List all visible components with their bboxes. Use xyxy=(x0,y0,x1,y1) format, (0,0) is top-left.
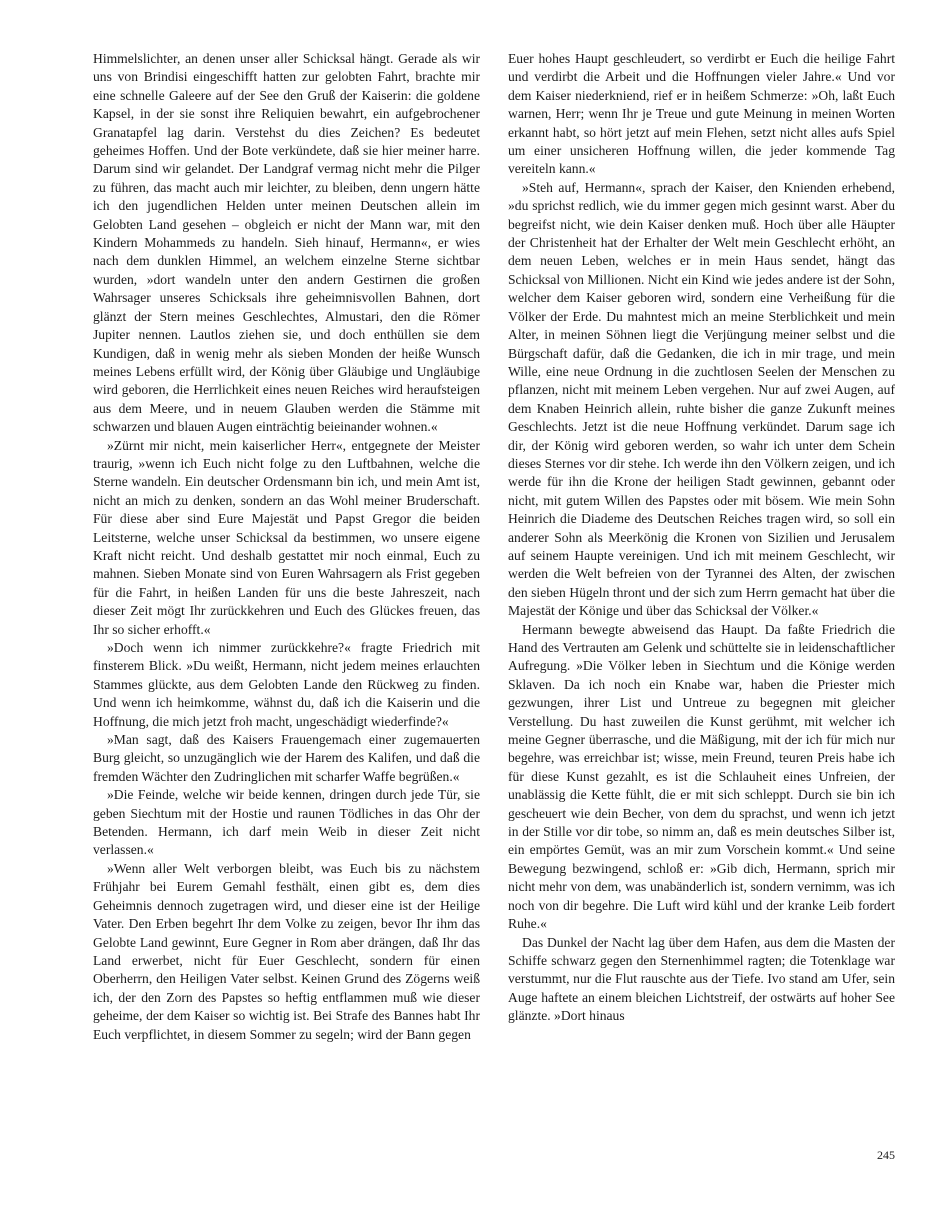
paragraph: Hermann bewegte abweisend das Haupt. Da faßte Friedrich die Hand des Vertrauten am Gelenk und schüttelte sie in leidenschaftlicher Aufregung. »Die Völker leben in Siechtum und die Könige werden Sklaven. Da ich noch ein Knabe war, haben die Priester mich gezwungen, ihrer List und Untreue zu begegnen mit gleicher Verstellung. Du hast zuweilen die Kunst gerühmt, mit welcher ich meine Gegner überrasche, und die Mäßigung, mit der ich für mich nur begehre, was erreichbar ist; wisse, mein Freund, teuren Preis habe ich für diese Kunst gezahlt, es ist die Schlauheit eines Unfreien, der unablässig die Kette fühlt, die er mit sich schleppt. Durch sie bin ich gescheuert wie dein Becher, von dem du sprachst, und wenn ich jetzt in der Stille vor dir tobe, so nimm an, daß es mein deutsches Silber ist, ein empörtes Gemüt, was an mir zum Vorschein kommt.« Und seine Bewegung bezwingend, schloß er: »Gib dich, Hermann, sprich mir nicht mehr von dem, was unabänderlich ist, sondern vernimm, was ich noch von dir begehre. Die Luft wird kühl und der kranke Leib fordert Ruhe.« xyxy=(508,621,895,932)
paragraph: »Die Feinde, welche wir beide kennen, dringen durch jede Tür, sie geben Siechtum mit der Hostie und raunen Tödliches in das Ohr der Betenden. Hermann, ich darf mein Weib in dieser Zeit nicht verlassen.« xyxy=(93,787,480,858)
paragraph: Das Dunkel der Nacht lag über dem Hafen, aus dem die Masten der Schiffe schwarz gegen den Sternenhimmel ragten; die Totenklage war verstummt, nur die Flut rauschte aus der Tiefe. Ivo stand am Ufer, sein Auge haftete an einem bleichen Lichtstreif, der ostwärts auf hoher See glänzte. »Dort hinaus xyxy=(508,934,895,1024)
right-column xyxy=(508,50,895,1156)
paragraph: »Doch wenn ich nimmer zurückkehre?« fragte Friedrich mit finsterem Blick. »Du weißt, Hermann, nicht jedem meines erlauchten Stammes glückte, aus dem Gelobten Lande den Rückweg zu finden. Und wenn ich heimkomme, wähnst du, daß ich die Kaiserin und die Hoffnung, die mich jetzt froh macht, ungeschädigt wiederfinde?« xyxy=(93,640,480,729)
page-number: 245 xyxy=(877,1148,895,1162)
paragraph: »Steh auf, Hermann«, sprach der Kaiser, den Knienden erhebend, »du sprichst redlich, wie du immer gegen mich gesinnt warst. Aber du begreifst nicht, wie dein Kaiser denken muß. Hoch über alle Häupter der Christenheit hat der Erhalter der Welt mein Geschlecht erhöht, an dem neuen Leben, welches er in mein Haus sendet, hängt das Schicksal von Millionen. Nicht ein Kind wie jedes andere ist der Sohn, welcher dem Kaiser geboren wird, sondern eine Verheißung für die Völker der Erde. Du mahntest mich an meine Sterblichkeit und mein Alter, in meinen Söhnen liegt die Verjüngung meiner selbst und die Bürgschaft dafür, daß die Gedanken, die ich in mir trage, und mein Wille, eine neue Ordnung in die zuchtlosen Seelen der Menschen zu pflanzen, nicht mit meinem Leben vergehen. Nur auf zwei Augen, auf dem Knaben Heinrich allein, ruhte bisher die ganze Zukunft meines Geschlechts. Jetzt ist die neue Hoffnung verkündet. Darum sage ich dir, der König wird geboren werden, so wahr ich unter dem Schein dieses Sternes vor dir stehe. Ich werde ihn den Völkern zeigen, und ich werde für ihn die Krone der heiligen Stadt gewinnen, gebannt oder nicht, mit gutem Willen des Papstes oder mit bösem. Wie mein Sohn Heinrich die Diademe des Deutschen Reiches tragen wird, so soll ein anderer Sohn als Meerkönig die Kronen von Sizilien und Jerusalem auf seinem Haupte vereinigen. Und ich mit meinem Geschlecht, wir werden die Welt befreien von der Tyrannei des Alten, der zwischen den sieben Hügeln thront und der sich zum Herrn gemacht hat über die Majestät der Könige und über das Schicksal der Völker.« xyxy=(508,179,895,619)
left-column xyxy=(93,50,480,1156)
paragraph: »Man sagt, daß des Kaisers Frauengemach einer zugemauerten Burg gleicht, so unzugänglich wie der Harem des Kalifen, und daß die fremden Wächter den Zudringlichen mit scharfer Waffe begrüßen.« xyxy=(93,732,480,784)
paragraph: Euer hohes Haupt geschleudert, so verdirbt er Euch die heilige Fahrt und verdirbt die Arbeit und die Hoffnungen vieler Jahre.« Und vor dem Kaiser niederkniend, rief er in heißem Schmerze: »Oh, laßt Euch warnen, Herr; wenn Ihr je Treue und gute Meinung in meinen Worten erkannt habt, so hört jetzt auf mein Flehen, setzt nicht alles aufs Spiel um einer unsicheren Hoffnung willen, die jeder kommende Tag vereiteln kann.« xyxy=(508,51,895,177)
paragraph: »Wenn aller Welt verborgen bleibt, was Euch bis zu nächstem Frühjahr bei Eurem Gemahl festhält, einen gibt es, dem dies Geheimnis dennoch zugetragen wird, und dieser eine ist der Heilige Vater. Den Erben begehrt Ihr dem Volke zu zeigen, bevor Ihr ihm das Gelobte Land gewinnt, Eure Gegner in Rom aber drängen, daß Ihr das Land erwerbet, nicht für Euer Geschlecht, sondern für einen Oberherrn, den Heiligen Vater selbst. Keinen Grund des Zögerns weiß ich, der den Zorn des Papstes so heftig entflammen muß wie dieser geheime, der dem Kaiser so wichtig ist. Bei Strafe des Bannes habt Ihr Euch verpflichtet, in diesem Sommer zu segeln; wird der Bann gegen xyxy=(93,860,480,1042)
paragraph: Himmelslichter, an denen unser aller Schicksal hängt. Gerade als wir uns von Brindisi eingeschifft hatten zur gelobten Fahrt, brachte mir eine schnelle Galeere auf der See den Gruß der Kaiserin: die goldene Kapsel, in der sie sonst ihre Reliquien bewahrt, ein aufgebrochener Granatapfel lag darin. Verstehst du dies Zeichen? Es bedeutet geheimes Hoffen. Und der Bote verkündete, daß sie hier meiner harre. Darum sind wir gelandet. Der Landgraf vermag nicht mehr die Pilger zu führen, das macht auch mir leichter, zu bleiben, denn ungern hätte ich den jugendlichen Helden unter meinen Deutschen allein im Gelobten Land gesehen – obgleich er nicht der Mann war, mit den Kindern Mohammeds zu handeln. Sieh hinauf, Hermann«, er wies nach dem dunklen Himmel, an welchem einzelne Sterne sichtbar wurden, »dort wandeln unter den andern Gestirnen die großen Wahrsager unseres Schicksals ihre geheimnisvollen Bahnen, dort glänzt der Stern meines Geschlechtes, Almustari, den die Römer Jupiter nennen. Lautlos ziehen sie, und doch enthüllen sie dem Kundigen, daß in wenig mehr als sieben Monden der heiße Wunsch meines Lebens erfüllt wird, der König über Gläubige und Ungläubige wird geboren, die Herrlichkeit eines neuen Reiches wird heraufsteigen aus dem Meere, und in neuem Glauben werden die Stämme mit schwarzen und blauen Augen einträchtig beieinander wohnen.« xyxy=(93,51,480,435)
paragraph: »Zürnt mir nicht, mein kaiserlicher Herr«, entgegnete der Meister traurig, »wenn ich Euch nicht folge zu den Luftbahnen, welche die Sterne wandeln. Ein deutscher Ordensmann bin ich, und mein Amt ist, nicht an mich zu denken, sondern an das Wohl meiner Bruderschaft. Für diese aber sind Eure Majestät und Papst Gregor die beiden Leitsterne, welche unser Schicksal da bestimmen, wo unsere eigene Kraft nicht reicht. Und deshalb gestattet mir noch einmal, Euch zu mahnen. Sieben Monate sind von Euren Wahrsagern als Frist gegeben für die Fahrt, in heißen Landen für uns die beste Jahreszeit, nach dieser Zeit mögt Ihr zurückkehren und Euch des Glückes freuen, das Ihr so sicher erhofft.« xyxy=(93,437,480,637)
